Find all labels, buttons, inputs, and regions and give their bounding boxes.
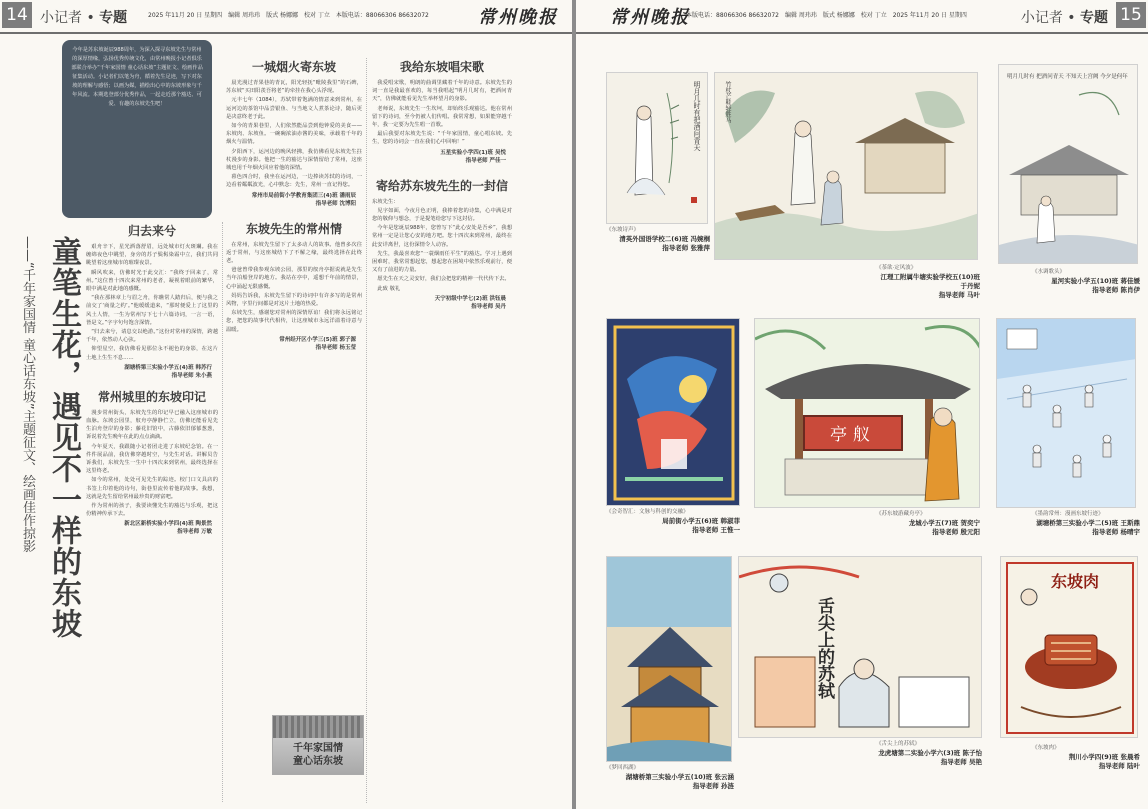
paragraph: 我爱唱宋歌，明朗的曲调里藏着千年的诗意。东坡先生的词一直是我最喜欢的，每当我唱起“明月几时有，把酒问青天”，仿佛就能看见先生举杯望月的身影。 [372,80,512,103]
masthead-logo: 常州晚报 [610,7,690,28]
paragraph: “我在那林章上与眉之舟，你瞧常人踏归后，便与我之前交了‘商量之约’。”他缓缓道来，“那时便爱上了这里的风土人情，一生为常州写下七十六篇诗词，一言一语，皆是文。”字字句句饱含深情。 [86,295,218,326]
left-page [0,0,572,809]
article-byline: 常州经开区小学三(5)班 郭子源 指导老师 杨玉莹 [279,336,356,351]
campaign-logo-image: 千年家国情 童心话东坡 [272,715,364,775]
page-number: 14 [2,2,32,28]
paragraph: 此致 敬礼 [377,285,401,292]
artwork-7-caption: 《梦回西湖》 湖塘桥第三实验小学五(10)班 张云涵 指导老师 孙涟 [606,765,734,790]
paragraph: 艰舟辛下，星光洒落舒眉，远处城市灯火斑斓。我在缠绵夜色中眺望，身旁的苏子鬓髯染霜中立，我们共同眺望着这座城市的璀璨夜景。 [86,244,218,267]
paragraph: 老师说，东坡先生一生坎坷，却始终乐观豁达。他在常州留下的诗词，至今仍被人们传唱。我常常想，如果能穿越千年，我一定要为先生唱一首歌。 [372,105,512,129]
paragraph: 先生，我最喜欢您“一蓑烟雨任平生”的豁达。学习上遇到困难时，我常常想起您，想起您在困境中依然乐观前行，便又有了前进的力量。 [372,250,512,274]
paragraph: 元丰七年（1084），苏轼带着饱满的情意来到常州，在运河边的茶馆中品尝银鱼、与当地文人煮茶论诗，随后更是决意终老于此。 [226,97,362,120]
artwork-8-caption: 《舌尖上的苏轼》 龙虎塘第二实验小学六(3)班 陈子怡 指导老师 吴艳 [876,741,982,766]
artwork-1-image: 明月几时有把酒问青天 [606,72,708,224]
article-title: 常州城里的东坡印记 [97,389,206,404]
artwork-8-image [738,556,982,738]
paragraph: 作为常州的孩子，我要读懂先生的豁达与乐观，把这份精神传承下去。 [86,503,218,518]
column-divider [222,222,223,802]
paragraph: 漫步常州街头，东坡先生的印记早已融入这座城市的血脉。东坡公园里，舣舟亭静静伫立，仿佛还能看见先生泊舟登岸的身影；藤花旧馆中，古藤依旧郁郁葱葱，诉说着先生晚年在此的点点滴滴。 [86,409,218,441]
paragraph: 今年夏天，我跟随小记者团走进了东坡纪念馆。在一件件展品前，我仿佛穿越时空，与先生对话。讲解员告诉我们，东坡先生一生中十四次来到常州，最终选择在这里终老。 [86,443,218,475]
paragraph: 瞬风吹来，仿佛时光于此交汇：“我终于回来了，常州。”这位曾十四次来常州的老者，凝视着眼前的繁华，眼中满是对此地的感慨。 [86,269,218,293]
intro-box [62,40,212,218]
artwork-3-image: 明月几时有 把酒问青天 不知天上宫阙 今夕是何年 [998,64,1138,264]
paragraph: 最后我要对东坡先生说：“千年家国情，童心唱东坡。先生，您的诗词会一直在我们心中回响！” [372,131,512,146]
article-title: 寄给苏东坡先生的一封信 [375,178,508,193]
feature-subtitle: ——“千年家国情 童心话东坡”主题征文、绘画佳作掠影 [20,236,35,553]
header-meta: 本版电话：88066306 86632072 编辑 周玮玮 版式 杨娜娜 校对 丁立 2025 年11月 20 日 星期四 [686,12,967,19]
paragraph: 东坡先生： [372,198,399,205]
paragraph: 在常州，东坡先生留下了太多动人的故事。他曾多次往返于常州，与这座城结下了不解之缘，最终选择在此终老。 [226,241,362,265]
page-header [0,0,572,34]
artwork-7-image [606,556,732,762]
column-3 [372,58,512,803]
masthead-logo: 常州晚报 [478,7,558,28]
feature-title: 童笔生花，遇见不一样的东坡 [46,236,81,639]
paragraph: 夕阳西下，运河边的晚风轻拂，我仿佛看见东坡先生拄杖漫步的身影。他把一生的豁达与深情留给了常州，这座城也用千年烟火回应着他的深情。 [226,148,362,172]
paragraph: 晨光漫过青果巷的青瓦，阳光轻抚“毗陵我里”的石碑，苏东坡“买田阳羡吾将老”的牵挂在我心头浮现。 [226,80,362,95]
page-header [576,0,1148,34]
artwork-6-caption: 《墨韵常州：漫画东坡行迹》 湖塘桥第三实验小学二(5)班 王斯鼎 指导老师 杨晴宇 [1032,511,1140,536]
article-title: 东坡先生的常州情 [245,221,342,236]
section-name: 小记者 • 专题 [40,10,128,26]
paragraph: 妈妈告诉我，东坡先生留下的诗词中有许多写的是常州风物，字里行间都是对这片土地的热爱。 [226,292,362,308]
article-title: 归去来兮 [127,224,176,238]
painting-title-text: 舌尖上的苏轼 [814,597,834,699]
article-byline: 天宁初级中学七(2)班 洪钰晨 指导老师 吴丹 [434,295,506,310]
pavilion-sign: 亭舣 [803,415,903,451]
paragraph: 仰望星空，我仿佛看见那位永不褪色的身影，在这片土地上生生不息…… [86,346,218,361]
right-page [576,0,1148,809]
page-number: 15 [1116,2,1146,28]
paragraph: 如今的常州，处处可见先生的踪迹。校门口文具店的书签上印着他的诗句，街巷里流传着他的故事。我想，这就是先生留给常州最珍贵的财富吧。 [86,477,218,500]
column-1 [86,222,218,807]
intro-text: 今年是苏东坡诞辰988周年，为深入探寻东坡先生与常州的深厚情缘，弘扬优秀传统文化，由常州晚报小记者俱乐部联合举办“千年家国情 童心话东坡”主题征文、绘画作品征集活动。小记者们以笔为舟，循着先生足迹，写下对东坡的理解与感悟；以画为媒，描绘出心中的东坡形象与千年风流。本期选登部分优秀作品，一起走近那个豁达、可爱、有趣的东坡先生吧！ [71,47,203,107]
article-title: 一城烟火寄东坡 [251,60,336,74]
column-divider [366,58,367,803]
artwork-4-caption: 《会奇智汇：文脉与科创的交融》 局前街小学五(6)班 韩淑菲 指导老师 王惟一 [606,509,740,534]
artwork-4-image [606,318,740,506]
paragraph: 爸爸曾带我参观东坡公园，那里的舣舟亭据说就是先生当年泊船登岸的地方。我站在亭中，遥想千年前的情景，心中涌起无限感慨。 [226,267,362,290]
article-byline: 常州市局前街小学教育集团三(4)班 潘雨辰 指导老师 沈博阳 [251,192,356,207]
paragraph: 见字如面，今夜月色正明，我捧着您的诗集，心中满是对您的敬仰与想念，于是提笔给您写下这封信。 [372,207,512,223]
paragraph: 东坡先生，感谢您对常州的深情厚谊！我们将永远铭记您，把您的故事代代相传，让这座城市永远洋溢着诗意与温暖。 [226,310,362,333]
artwork-2-caption: 《茶欲·定风波》 江理工附属牛塘实验学校五(10)班 于丹妮 指导老师 马叶 [876,265,980,299]
artwork-1-caption: 《东坡诗声》 清英外国语学校二(6)班 冯婉桐 指导老师 张雅萍 [606,227,710,252]
artwork-9-image [1000,556,1138,738]
column-2 [226,58,362,803]
artwork-5-image [754,318,980,508]
artwork-3-caption: 《水调歌头》 星河实验小学五(10)班 蒋佳媛 指导老师 陈肖伊 [1032,269,1140,294]
painting-title-text: 东坡肉 [1051,572,1100,591]
paragraph: 如今的青果巷里，人们依然能品尝到他钟爱的美食——东坡肉、东坡鱼。一碗碗浓油赤酱的美味，承载着千年的烟火与温情。 [226,123,362,146]
paragraph: 愿先生在天之灵安好，我们会把您的精神一代代传下去。 [377,276,510,283]
article-byline: 新北区新桥实验小学四(4)班 陶景然 指导老师 万敏 [124,521,212,536]
article-byline: 五星实验小学四(1)班 吴悦 指导老师 严佳一 [440,149,506,164]
artwork-2-image: 竹杖芒鞋轻胜马 [714,72,978,260]
header-meta: 2025 年11月 20 日 星期四 编辑 周玮玮 版式 杨娜娜 校对 丁立 本版电话：88066306 86632072 [148,12,429,19]
article-title: 我给东坡唱宋歌 [399,60,484,74]
section-name: 小记者 • 专题 [1020,10,1108,26]
artwork-9-caption: 《东坡肉》 荆川小学四(9)班 张晨希 指导老师 陆叶 [1032,745,1140,770]
paragraph: “归去来兮，请息交以绝游。”这份对常州的深情，跨越千年，依然动人心弦。 [86,329,218,344]
artwork-5-caption: 《苏东坡游藏舟亭》 龙城小学五(7)班 贺奕宁 指导老师 殷元阳 [876,511,980,536]
paragraph: 暮色四合时，我坐在运河边，一边捧读苏轼的诗词，一边看着粼粼波光，心中默念：先生，常州一直记得您。 [226,174,362,189]
artwork-6-image [996,318,1136,508]
paragraph: 今年是您诞辰988年，您曾写下“此心安处是吾乡”，我想常州一定是让您心安的地方吧。您十四次来到常州，最终在此安详离世，这份深情令人动容。 [372,225,512,248]
article-byline: 湖塘桥第三实验小学五(4)班 韩苏行 指导老师 朱小燕 [124,364,212,379]
